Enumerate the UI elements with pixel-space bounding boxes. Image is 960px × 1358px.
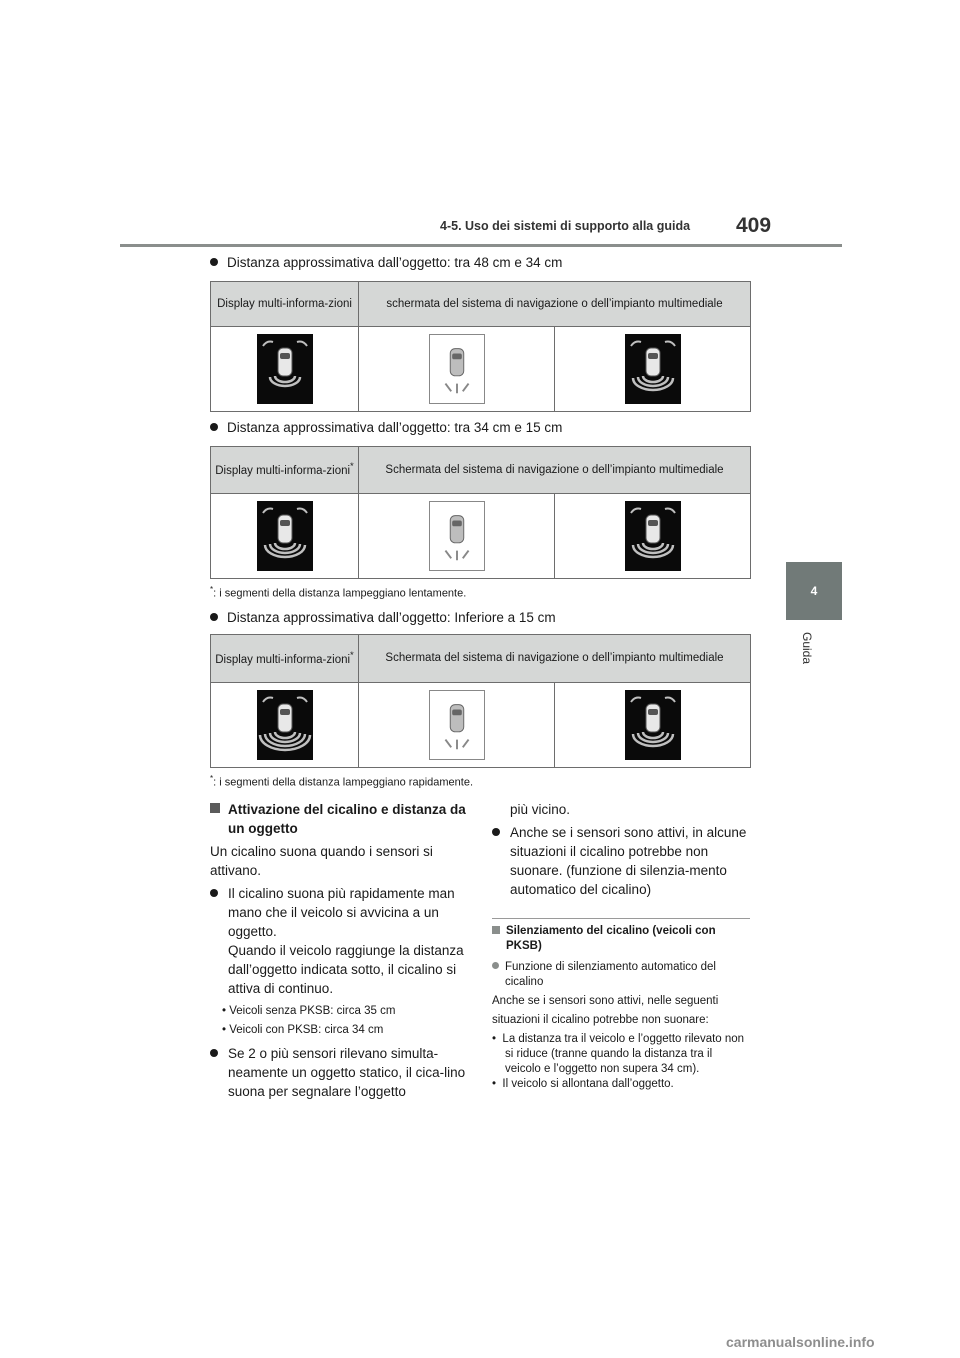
buzzer-bullet-1-cont: Quando il veicolo raggiunge la distanza dall’oggetto indicata sotto, il cicalino si attiva di continuo. xyxy=(228,943,464,996)
mid-display-image xyxy=(211,494,359,579)
buzzer-bullet-3: Anche se i sensori sono attivi, in alcune situazioni il cicalino potrebbe non suonare. (funzione di silenzia-mento automatico del cicalino) xyxy=(492,823,750,899)
section-square-icon xyxy=(210,803,220,813)
bullet-dot-icon xyxy=(210,889,218,897)
distance-bullet-2: Distanza approssimativa dall’oggetto: tra 34 cm e 15 cm xyxy=(210,420,562,435)
col2-header: Schermata del sistema di navigazione o dell’impianto multimediale xyxy=(359,447,751,494)
nav-screen-image xyxy=(359,494,555,579)
continuation-text: più vicino. xyxy=(510,802,571,817)
footnote-3: *: i segmenti della distanza lampeggiano rapidamente. xyxy=(210,774,474,789)
small-square-icon xyxy=(492,926,500,934)
nav-screen-dark-icon xyxy=(625,501,681,571)
col2-header: Schermata del sistema di navigazione o dell’impianto multimediale xyxy=(359,635,751,683)
nav-screen-light-icon xyxy=(429,501,485,571)
col1-header: Display multi-informa-zioni* xyxy=(211,635,359,683)
bullet-dot-icon xyxy=(210,258,218,266)
nav-screen-light-icon xyxy=(429,690,485,760)
right-column xyxy=(492,800,750,899)
buzzer-bullet-1: Il cicalino suona più rapidamente man mano che il veicolo si avvicina a un oggetto. xyxy=(210,884,472,941)
footnote-2: *: i segmenti della distanza lampeggiano lentamente. xyxy=(210,585,467,600)
bullet-dot-icon xyxy=(492,828,500,836)
sub-item-1: • Veicoli senza PKSB: circa 35 cm xyxy=(222,1005,396,1017)
chapter-number: 4 xyxy=(810,584,818,598)
watermark: carmanualsonline.info xyxy=(726,1334,875,1350)
section-rule xyxy=(492,918,750,919)
display-table-2 xyxy=(210,446,751,579)
nav-screen-light-icon xyxy=(429,334,485,404)
silence-para-1: Anche se i sensori sono attivi, nelle seguenti xyxy=(492,995,719,1007)
col1-header: Display multi-informa-zioni* xyxy=(211,447,359,494)
distance-bullet-1: Distanza approssimativa dall’oggetto: tra 48 cm e 34 cm xyxy=(210,255,562,270)
small-notes xyxy=(492,924,750,1092)
nav-screen-dark-image xyxy=(555,327,751,412)
chapter-label: Guida xyxy=(800,632,814,665)
nav-screen-image xyxy=(359,683,555,768)
buzzer-intro: Un cicalino suona quando i sensori si attivano. xyxy=(210,844,433,878)
mid-display-image xyxy=(211,683,359,768)
display-table-1 xyxy=(210,281,751,412)
page-number: 409 xyxy=(736,214,772,237)
mid-screen-arcs-3-icon xyxy=(257,501,313,571)
left-column xyxy=(210,800,472,1101)
silence-bullet: Funzione di silenziamento automatico del cicalino xyxy=(492,960,750,990)
col1-header: Display multi-informa-zioni xyxy=(211,282,359,327)
col2-header: schermata del sistema di navigazione o dell’impianto multimediale xyxy=(359,282,751,327)
bullet-dot-icon xyxy=(210,423,218,431)
bullet-dot-icon xyxy=(210,1049,218,1057)
mid-screen-arcs-2-icon xyxy=(257,334,313,404)
silence-sub-2: • Il veicolo si allontana dall’oggetto. xyxy=(492,1078,674,1090)
display-table-3 xyxy=(210,634,751,768)
nav-screen-image xyxy=(359,327,555,412)
nav-screen-dark-icon xyxy=(625,690,681,760)
bullet-dot-icon xyxy=(210,613,218,621)
nav-screen-dark-image xyxy=(555,683,751,768)
nav-screen-dark-icon xyxy=(625,334,681,404)
section-title: 4-5. Uso dei sistemi di supporto alla guida xyxy=(440,219,691,233)
mid-display-image xyxy=(211,327,359,412)
chapter-tab xyxy=(786,562,842,620)
buzzer-heading: Attivazione del cicalino e distanza da un oggetto xyxy=(210,800,472,838)
header-rule xyxy=(120,244,842,247)
nav-screen-dark-image xyxy=(555,494,751,579)
silence-heading: Silenziamento del cicalino (veicoli con PKSB) xyxy=(492,924,750,954)
silence-sub-1: • La distanza tra il veicolo e l’oggetto rilevato non si riduce (tranne quando la distanza tra il veicolo e l’oggetto non supera 34 cm). xyxy=(492,1033,745,1075)
sub-item-2: • Veicoli con PKSB: circa 34 cm xyxy=(222,1024,384,1036)
small-dot-icon xyxy=(492,962,499,969)
buzzer-bullet-2: Se 2 o più sensori rilevano simulta-neamente un oggetto statico, il cica-lino suona per segnalare l’oggetto xyxy=(210,1044,472,1101)
silence-para-2: situazioni il cicalino potrebbe non suonare: xyxy=(492,1014,709,1026)
mid-screen-arcs-4-icon xyxy=(257,690,313,760)
distance-bullet-3: Distanza approssimativa dall’oggetto: Inferiore a 15 cm xyxy=(210,610,556,625)
